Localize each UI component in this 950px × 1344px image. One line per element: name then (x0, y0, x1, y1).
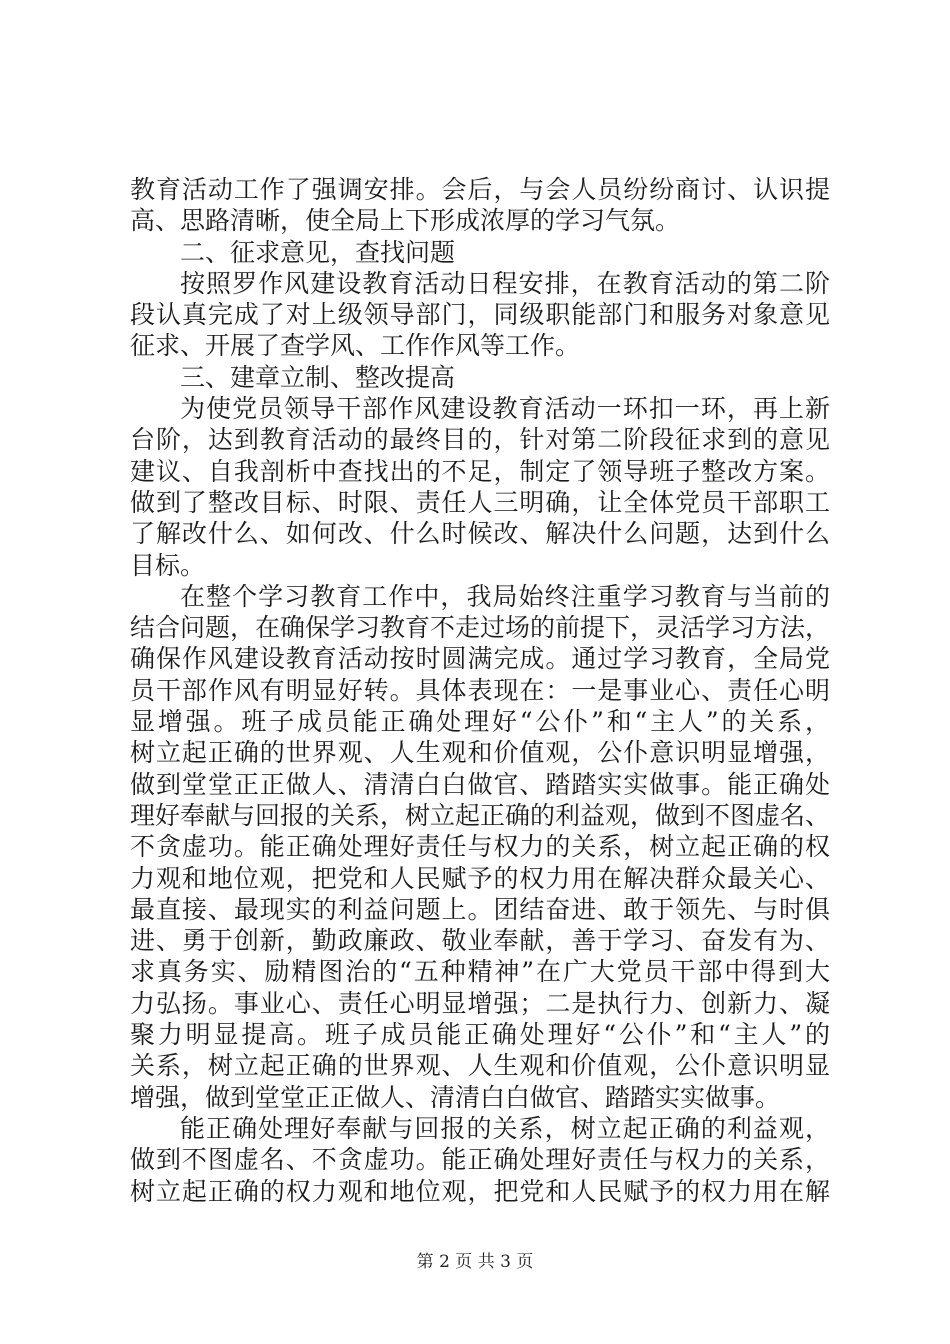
text-line: 确保作风建设教育活动按时圆满完成。通过学习教育，全局党 (130, 644, 830, 674)
text-line: 高、思路清晰，使全局上下形成浓厚的学习气氛。 (130, 206, 681, 236)
text-line: 征求、开展了查学风、工作作风等工作。 (130, 331, 581, 361)
text-line: 结合问题，在确保学习教育不走过场的前提下，灵活学习方法， (130, 613, 831, 643)
text-line: 段认真完成了对上级领导部门，同级职能部门和服务对象意见 (130, 300, 830, 330)
text-line: 建议、自我剖析中查找出的不足，制定了领导班子整改方案。 (130, 456, 830, 486)
text-line: 力观和地位观，把党和人民赋予的权力用在解决群众最关心、 (130, 863, 830, 893)
text-line: 在整个学习教育工作中，我局始终注重学习教育与当前的 (180, 581, 830, 611)
text-line: 不贪虚功。能正确处理好责任与权力的关系，树立起正确的权 (130, 832, 830, 862)
text-line: 关系，树立起正确的世界观、人生观和价值观，公仆意识明显 (130, 1051, 830, 1081)
text-line: 力弘扬。事业心、责任心明显增强；二是执行力、创新力、凝 (130, 988, 830, 1018)
text-line: 理好奉献与回报的关系，树立起正确的利益观，做到不图虚名、 (130, 800, 831, 830)
text-line: 为使党员领导干部作风建设教育活动一环扣一环，再上新 (180, 394, 830, 424)
text-line: 增强，做到堂堂正正做人、清清白白做官、踏踏实实做事。 (130, 1082, 781, 1112)
text-line: 按照罗作风建设教育活动日程安排，在教育活动的第二阶 (180, 268, 830, 298)
text-line: 三、建章立制、整改提高 (180, 362, 456, 392)
text-line: 做到堂堂正正做人、清清白白做官、踏踏实实做事。能正确处 (130, 769, 830, 799)
text-line: 教育活动工作了强调安排。会后，与会人员纷纷商讨、认识提 (130, 175, 830, 204)
text-line: 树立起正确的权力观和地位观，把党和人民赋予的权力用在解 (130, 1176, 830, 1206)
text-line: 做到了整改目标、时限、责任人三明确，让全体党员干部职工 (130, 487, 830, 517)
text-line: 求真务实、励精图治的“五种精神”在广大党员干部中得到大 (130, 957, 830, 987)
text-line: 了解改什么、如何改、什么时候改、解决什么问题，达到什么 (130, 519, 830, 549)
text-line: 树立起正确的世界观、人生观和价值观，公仆意识明显增强， (130, 738, 830, 768)
text-line: 目标。 (130, 550, 206, 580)
text-line: 台阶，达到教育活动的最终目的，针对第二阶段征求到的意见 (130, 425, 830, 455)
text-line: 显增强。班子成员能正确处理好“公仆”和“主人”的关系， (130, 707, 830, 737)
text-line: 员干部作风有明显好转。具体表现在：一是事业心、责任心明 (130, 675, 830, 705)
text-line: 做到不图虚名、不贪虚功。能正确处理好责任与权力的关系， (130, 1145, 830, 1175)
page-footer: 第 2 页 共 3 页 (416, 1252, 534, 1272)
text-line: 能正确处理好奉献与回报的关系，树立起正确的利益观， (180, 1113, 830, 1143)
text-line: 二、征求意见，查找问题 (180, 237, 456, 267)
text-line: 最直接、最现实的利益问题上。团结奋进、敢于领先、与时俱 (130, 894, 830, 924)
document-body (130, 174, 830, 1207)
text-line: 进、勇于创新，勤政廉政、敬业奉献，善于学习、奋发有为、 (130, 926, 830, 956)
text-line: 聚力明显提高。班子成员能正确处理好“公仆”和“主人”的 (130, 1020, 830, 1050)
